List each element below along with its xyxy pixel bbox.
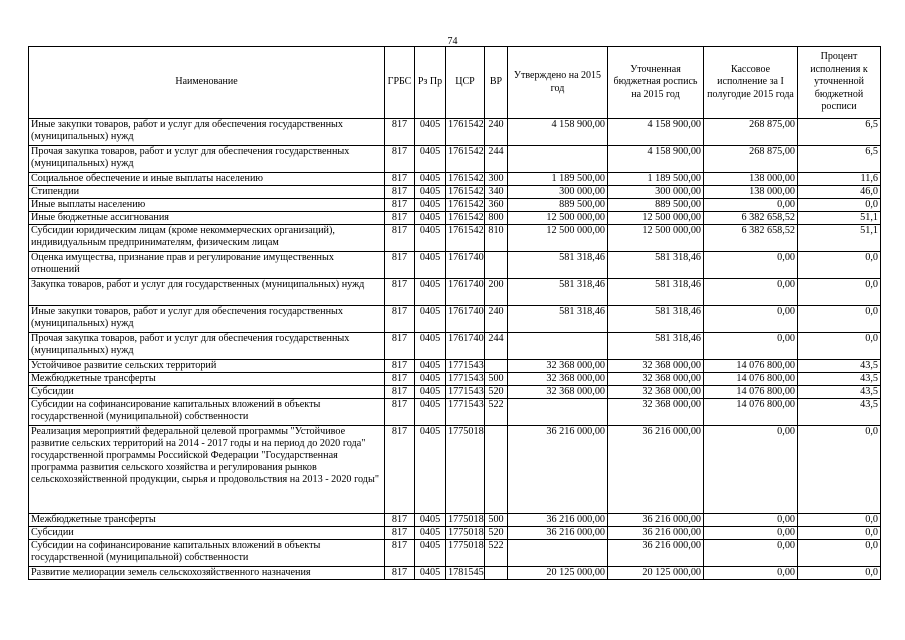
row-vr-cell: 240 [485,119,508,146]
row-percent-cell: 0,0 [798,199,881,212]
row-name-cell: Оценка имущества, признание прав и регулирование имущественных отношений [29,252,385,279]
header-percent: Процент исполнения к уточненной бюджетной росписи [798,47,881,119]
row-csr-cell: 1771543 [446,399,485,426]
row-csr-cell: 1761542 [446,199,485,212]
row-grbs-cell: 817 [385,199,415,212]
table-row [29,186,881,199]
row-name-cell: Субсидии [29,386,385,399]
row-approved-cell: 300 000,00 [508,186,608,199]
row-csr-cell: 1761740 [446,279,485,306]
row-name-cell: Закупка товаров, работ и услуг для государственных (муниципальных) нужд [29,279,385,306]
row-csr-cell: 1761542 [446,146,485,173]
table-row [29,173,881,186]
row-rz-pr-cell: 0405 [415,426,446,514]
row-rz-pr-cell: 0405 [415,540,446,567]
row-vr-cell [485,426,508,514]
row-grbs-cell: 817 [385,252,415,279]
row-csr-cell: 1775018 [446,426,485,514]
row-refined-cell: 32 368 000,00 [608,399,704,426]
row-csr-cell: 1761542 [446,225,485,252]
row-rz-pr-cell: 0405 [415,212,446,225]
row-cash-cell: 0,00 [704,514,798,527]
table-row [29,540,881,567]
table-row [29,225,881,252]
table-row [29,306,881,333]
row-percent-cell: 6,5 [798,119,881,146]
row-rz-pr-cell: 0405 [415,252,446,279]
row-rz-pr-cell: 0405 [415,186,446,199]
row-approved-cell: 36 216 000,00 [508,514,608,527]
row-name-cell: Развитие мелиорации земель сельскохозяйственного назначения [29,567,385,580]
row-vr-cell: 244 [485,333,508,360]
header-approved: Утверждено на 2015 год [508,47,608,119]
row-cash-cell: 138 000,00 [704,186,798,199]
row-approved-cell: 889 500,00 [508,199,608,212]
row-refined-cell: 12 500 000,00 [608,212,704,225]
row-approved-cell: 32 368 000,00 [508,360,608,373]
row-refined-cell: 32 368 000,00 [608,386,704,399]
row-approved-cell [508,540,608,567]
row-percent-cell: 6,5 [798,146,881,173]
row-cash-cell: 0,00 [704,567,798,580]
row-refined-cell: 4 158 900,00 [608,146,704,173]
row-grbs-cell: 817 [385,173,415,186]
row-rz-pr-cell: 0405 [415,360,446,373]
row-percent-cell: 43,5 [798,373,881,386]
row-approved-cell: 581 318,46 [508,306,608,333]
row-refined-cell: 36 216 000,00 [608,514,704,527]
row-csr-cell: 1761740 [446,252,485,279]
header-csr: ЦСР [446,47,485,119]
row-vr-cell: 200 [485,279,508,306]
row-name-cell: Иные закупки товаров, работ и услуг для обеспечения государственных (муниципальных) нужд [29,119,385,146]
table-row [29,199,881,212]
row-grbs-cell: 817 [385,567,415,580]
row-csr-cell: 1775018 [446,540,485,567]
row-refined-cell: 36 216 000,00 [608,527,704,540]
row-approved-cell: 12 500 000,00 [508,212,608,225]
row-percent-cell: 0,0 [798,514,881,527]
row-approved-cell: 4 158 900,00 [508,119,608,146]
row-cash-cell: 14 076 800,00 [704,386,798,399]
row-cash-cell: 0,00 [704,540,798,567]
header-name: Наименование [29,47,385,119]
row-name-cell: Социальное обеспечение и иные выплаты населению [29,173,385,186]
row-grbs-cell: 817 [385,186,415,199]
table-body [29,119,881,580]
table-row [29,360,881,373]
row-refined-cell: 1 189 500,00 [608,173,704,186]
row-cash-cell: 6 382 658,52 [704,225,798,252]
row-rz-pr-cell: 0405 [415,514,446,527]
table-row [29,373,881,386]
row-vr-cell: 800 [485,212,508,225]
row-name-cell: Прочая закупка товаров, работ и услуг для обеспечения государственных (муниципальных) нужд [29,333,385,360]
row-refined-cell: 20 125 000,00 [608,567,704,580]
row-csr-cell: 1761740 [446,333,485,360]
row-rz-pr-cell: 0405 [415,225,446,252]
row-cash-cell: 14 076 800,00 [704,373,798,386]
row-approved-cell: 581 318,46 [508,279,608,306]
row-refined-cell: 32 368 000,00 [608,373,704,386]
row-vr-cell [485,360,508,373]
row-cash-cell: 0,00 [704,252,798,279]
row-csr-cell: 1775018 [446,527,485,540]
row-percent-cell: 11,6 [798,173,881,186]
table-row [29,527,881,540]
row-vr-cell: 360 [485,199,508,212]
row-rz-pr-cell: 0405 [415,373,446,386]
row-percent-cell: 0,0 [798,540,881,567]
row-percent-cell: 51,1 [798,212,881,225]
row-approved-cell: 36 216 000,00 [508,527,608,540]
row-percent-cell: 0,0 [798,527,881,540]
row-rz-pr-cell: 0405 [415,119,446,146]
row-grbs-cell: 817 [385,386,415,399]
row-vr-cell: 520 [485,386,508,399]
row-percent-cell: 46,0 [798,186,881,199]
row-name-cell: Прочая закупка товаров, работ и услуг для обеспечения государственных (муниципальных) нужд [29,146,385,173]
row-cash-cell: 14 076 800,00 [704,360,798,373]
row-cash-cell: 0,00 [704,199,798,212]
row-approved-cell: 32 368 000,00 [508,373,608,386]
row-approved-cell: 581 318,46 [508,252,608,279]
row-grbs-cell: 817 [385,373,415,386]
row-rz-pr-cell: 0405 [415,146,446,173]
row-name-cell: Межбюджетные трансферты [29,373,385,386]
row-cash-cell: 0,00 [704,279,798,306]
table-row [29,146,881,173]
row-refined-cell: 581 318,46 [608,306,704,333]
row-rz-pr-cell: 0405 [415,567,446,580]
row-grbs-cell: 817 [385,399,415,426]
page-number: 74 [447,36,458,47]
row-rz-pr-cell: 0405 [415,527,446,540]
row-vr-cell: 500 [485,514,508,527]
table-row [29,252,881,279]
row-rz-pr-cell: 0405 [415,199,446,212]
row-percent-cell: 43,5 [798,386,881,399]
row-cash-cell: 0,00 [704,306,798,333]
row-grbs-cell: 817 [385,212,415,225]
row-percent-cell: 0,0 [798,426,881,514]
row-rz-pr-cell: 0405 [415,173,446,186]
row-grbs-cell: 817 [385,527,415,540]
row-cash-cell: 268 875,00 [704,146,798,173]
row-refined-cell: 4 158 900,00 [608,119,704,146]
table-header-row [29,47,881,119]
row-csr-cell: 1761542 [446,119,485,146]
row-name-cell: Межбюджетные трансферты [29,514,385,527]
row-vr-cell: 244 [485,146,508,173]
row-percent-cell: 43,5 [798,360,881,373]
row-csr-cell: 1771543 [446,360,485,373]
row-name-cell: Субсидии на софинансирование капитальных вложений в объекты государственной (муниципальной) собственности [29,540,385,567]
table-row [29,426,881,514]
table-row [29,386,881,399]
header-rz-pr: Рз Пр [415,47,446,119]
row-vr-cell [485,567,508,580]
table-row [29,567,881,580]
row-grbs-cell: 817 [385,279,415,306]
row-grbs-cell: 817 [385,360,415,373]
row-approved-cell [508,399,608,426]
row-vr-cell: 240 [485,306,508,333]
row-percent-cell: 0,0 [798,306,881,333]
row-refined-cell: 36 216 000,00 [608,540,704,567]
header-grbs: ГРБС [385,47,415,119]
row-cash-cell: 0,00 [704,426,798,514]
row-grbs-cell: 817 [385,333,415,360]
budget-execution-table [28,46,881,580]
row-cash-cell: 268 875,00 [704,119,798,146]
row-refined-cell: 300 000,00 [608,186,704,199]
table-row [29,279,881,306]
row-grbs-cell: 817 [385,225,415,252]
row-csr-cell: 1775018 [446,514,485,527]
row-grbs-cell: 817 [385,426,415,514]
row-grbs-cell: 817 [385,119,415,146]
table-row [29,399,881,426]
row-vr-cell: 340 [485,186,508,199]
row-approved-cell: 32 368 000,00 [508,386,608,399]
row-cash-cell: 0,00 [704,333,798,360]
row-percent-cell: 0,0 [798,252,881,279]
row-percent-cell: 51,1 [798,225,881,252]
row-approved-cell [508,146,608,173]
row-approved-cell: 36 216 000,00 [508,426,608,514]
row-csr-cell: 1761740 [446,306,485,333]
table-row [29,212,881,225]
row-vr-cell: 522 [485,399,508,426]
row-name-cell: Стипендии [29,186,385,199]
table-row [29,333,881,360]
row-refined-cell: 32 368 000,00 [608,360,704,373]
row-rz-pr-cell: 0405 [415,386,446,399]
row-cash-cell: 0,00 [704,527,798,540]
row-csr-cell: 1781545 [446,567,485,580]
row-csr-cell: 1761542 [446,212,485,225]
row-approved-cell: 20 125 000,00 [508,567,608,580]
row-name-cell: Устойчивое развитие сельских территорий [29,360,385,373]
row-percent-cell: 0,0 [798,567,881,580]
row-approved-cell: 1 189 500,00 [508,173,608,186]
row-approved-cell [508,333,608,360]
row-name-cell: Субсидии на софинансирование капитальных вложений в объекты государственной (муниципальной) собственности [29,399,385,426]
row-name-cell: Иные выплаты населению [29,199,385,212]
row-refined-cell: 12 500 000,00 [608,225,704,252]
table-row [29,514,881,527]
row-vr-cell: 522 [485,540,508,567]
row-grbs-cell: 817 [385,306,415,333]
row-refined-cell: 581 318,46 [608,252,704,279]
row-percent-cell: 0,0 [798,333,881,360]
row-percent-cell: 0,0 [798,279,881,306]
row-vr-cell: 300 [485,173,508,186]
row-rz-pr-cell: 0405 [415,306,446,333]
header-vr: ВР [485,47,508,119]
row-vr-cell [485,252,508,279]
row-percent-cell: 43,5 [798,399,881,426]
row-name-cell: Иные бюджетные ассигнования [29,212,385,225]
row-name-cell: Реализация мероприятий федеральной целевой программы "Устойчивое развитие сельских территорий на 2014 - 2017 годы и на период до 2020 года" государственной программы Российской Федерации "Государственная программа развития сельского хозяйства и регулирования рынков сельскохозяйственной продукции, сырья и продовольствия на 2013 - 2020 годы" [29,426,385,514]
row-vr-cell: 500 [485,373,508,386]
row-approved-cell: 12 500 000,00 [508,225,608,252]
row-vr-cell: 520 [485,527,508,540]
row-refined-cell: 581 318,46 [608,279,704,306]
row-name-cell: Субсидии юридическим лицам (кроме некоммерческих организаций), индивидуальным предпринимателям, физическим лицам [29,225,385,252]
row-csr-cell: 1761542 [446,186,485,199]
row-cash-cell: 138 000,00 [704,173,798,186]
row-name-cell: Субсидии [29,527,385,540]
row-refined-cell: 36 216 000,00 [608,426,704,514]
row-csr-cell: 1761542 [446,173,485,186]
row-rz-pr-cell: 0405 [415,279,446,306]
row-csr-cell: 1771543 [446,386,485,399]
table-row [29,119,881,146]
row-refined-cell: 889 500,00 [608,199,704,212]
row-rz-pr-cell: 0405 [415,399,446,426]
row-csr-cell: 1771543 [446,373,485,386]
row-vr-cell: 810 [485,225,508,252]
row-grbs-cell: 817 [385,146,415,173]
row-name-cell: Иные закупки товаров, работ и услуг для обеспечения государственных (муниципальных) нужд [29,306,385,333]
row-grbs-cell: 817 [385,514,415,527]
header-cash: Кассовое исполнение за I полугодие 2015 года [704,47,798,119]
row-cash-cell: 6 382 658,52 [704,212,798,225]
row-cash-cell: 14 076 800,00 [704,399,798,426]
row-rz-pr-cell: 0405 [415,333,446,360]
row-grbs-cell: 817 [385,540,415,567]
row-refined-cell: 581 318,46 [608,333,704,360]
header-refined: Уточненная бюджетная роспись на 2015 год [608,47,704,119]
